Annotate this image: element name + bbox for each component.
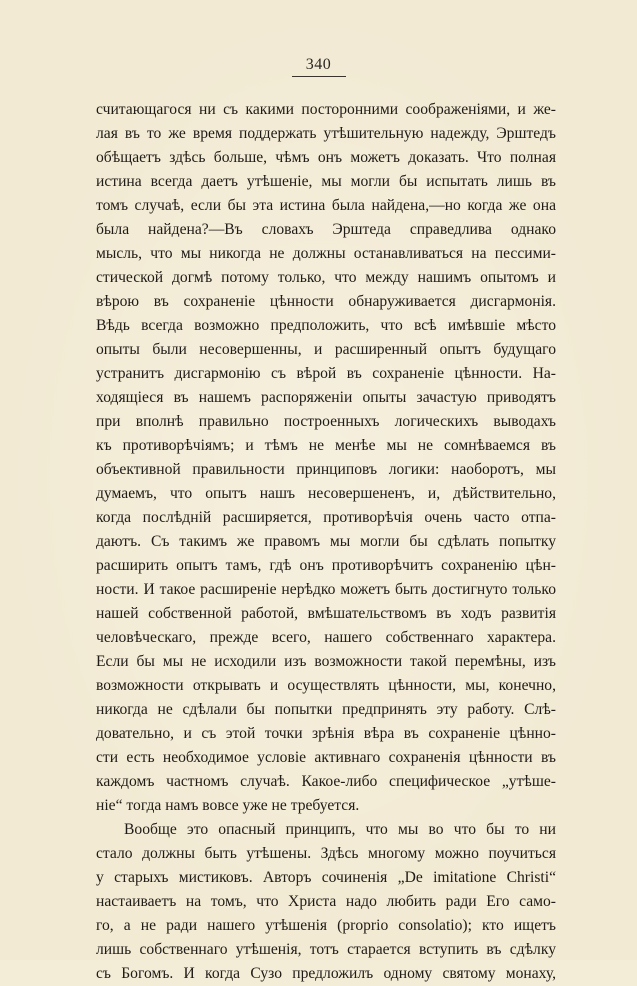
text-line: была найдена?—Въ словахъ Эрштеда справедлива однако [96, 221, 556, 238]
paragraph-last-line: ніе“ тогда намъ вовсе уже не требуется. [96, 797, 360, 814]
paragraph-first-line: Вообще это опасный принципъ, что мы во что бы то ни [124, 821, 556, 838]
text-line: никогда не сдѣлали бы попытки предпринять эту работу. Слѣ- [96, 701, 556, 718]
text-line: у старыхъ мистиковъ. Авторъ сочиненія „De imitatione Christi“ [96, 869, 556, 886]
text-line: къ противорѣчіямъ; и тѣмъ не менѣе мы не сомнѣваемся въ [96, 437, 556, 454]
text-line: стической догмѣ потому только, что между нашимъ опытомъ и [96, 269, 556, 286]
text-line: считающагося ни съ какими посторонними соображеніями, и же- [96, 101, 556, 118]
text-line: ности. И такое расширеніе нерѣдко можетъ быть достигнуто только [96, 581, 556, 598]
text-line: каждомъ частномъ случаѣ. Какое-либо специфическое „утѣше- [96, 773, 556, 790]
text-line: Вѣдь всегда возможно предположить, что всѣ имѣвшіе мѣсто [96, 317, 556, 334]
text-line: устранитъ дисгармонію съ вѣрой въ сохраненіе цѣнности. На- [96, 365, 556, 382]
text-line: томъ случаѣ, если бы эта истина была найдена,—но когда же она [96, 197, 556, 214]
text-line: стало должны быть утѣшены. Здѣсь многому можно поучиться [96, 845, 556, 862]
text-line: расширить опытъ тамъ, гдѣ онъ противорѣчитъ сохраненію цѣн- [96, 557, 556, 574]
text-line: объективной правильности принциповъ логики: наоборотъ, мы [96, 461, 556, 478]
text-line: сти есть необходимое условіе активнаго сохраненія цѣнности въ [96, 749, 556, 766]
text-line: даютъ. Съ такимъ же правомъ мы могли бы сдѣлать попытку [96, 533, 556, 550]
text-line: нашей собственной работой, вмѣшательствомъ въ ходъ развитія [96, 605, 556, 622]
text-line: вѣрою въ сохраненіе цѣнности обнаруживается дисгармонія. [96, 293, 556, 310]
text-line: Если бы мы не исходили изъ возможности такой перемѣны, изъ [96, 653, 556, 670]
text-line: обѣщаетъ здѣсь больше, чѣмъ онъ можетъ доказать. Что полная [96, 149, 556, 166]
text-line: человѣческаго, прежде всего, нашего собственнаго характера. [96, 629, 556, 646]
text-line: при вполнѣ правильно построенныхъ логическихъ выводахъ [96, 413, 556, 430]
body-text [96, 98, 556, 986]
text-line: лая въ то же время поддержать утѣшительную надежду, Эрштедъ [96, 125, 556, 142]
text-line: съ Богомъ. И когда Сузо предложилъ одному святому монаху, [96, 965, 556, 982]
text-line: го, а не ради нашего утѣшенія (proprio consolatio); кто ищетъ [96, 917, 556, 934]
text-line: думаемъ, что опытъ нашъ несовершененъ, и, дѣйствительно, [96, 485, 556, 502]
header-rule [292, 76, 346, 77]
text-line: истина всегда даетъ утѣшеніе, мы могли бы испытать лишь въ [96, 173, 556, 190]
text-line: лишь собственнаго утѣшенія, тотъ старается вступить въ сдѣлку [96, 941, 556, 958]
text-line: возможности открывать и осуществлять цѣнности, мы, конечно, [96, 677, 556, 694]
text-line: ходящіеся въ нашемъ распоряженіи опыты зачастую приводятъ [96, 389, 556, 406]
text-line: опыты были несовершенны, и расширенный опытъ будущаго [96, 341, 556, 358]
text-line: когда послѣдній расширяется, противорѣчія очень часто отпа- [96, 509, 556, 526]
text-line: настаиваетъ на томъ, что Христа надо любить ради Его само- [96, 893, 556, 910]
page-number: 340 [305, 56, 332, 73]
text-line: довательно, и съ этой точки зрѣнія вѣра въ сохраненіе цѣнно- [96, 725, 556, 742]
text-line: мысль, что мы никогда не должны останавливаться на пессими- [96, 245, 556, 262]
